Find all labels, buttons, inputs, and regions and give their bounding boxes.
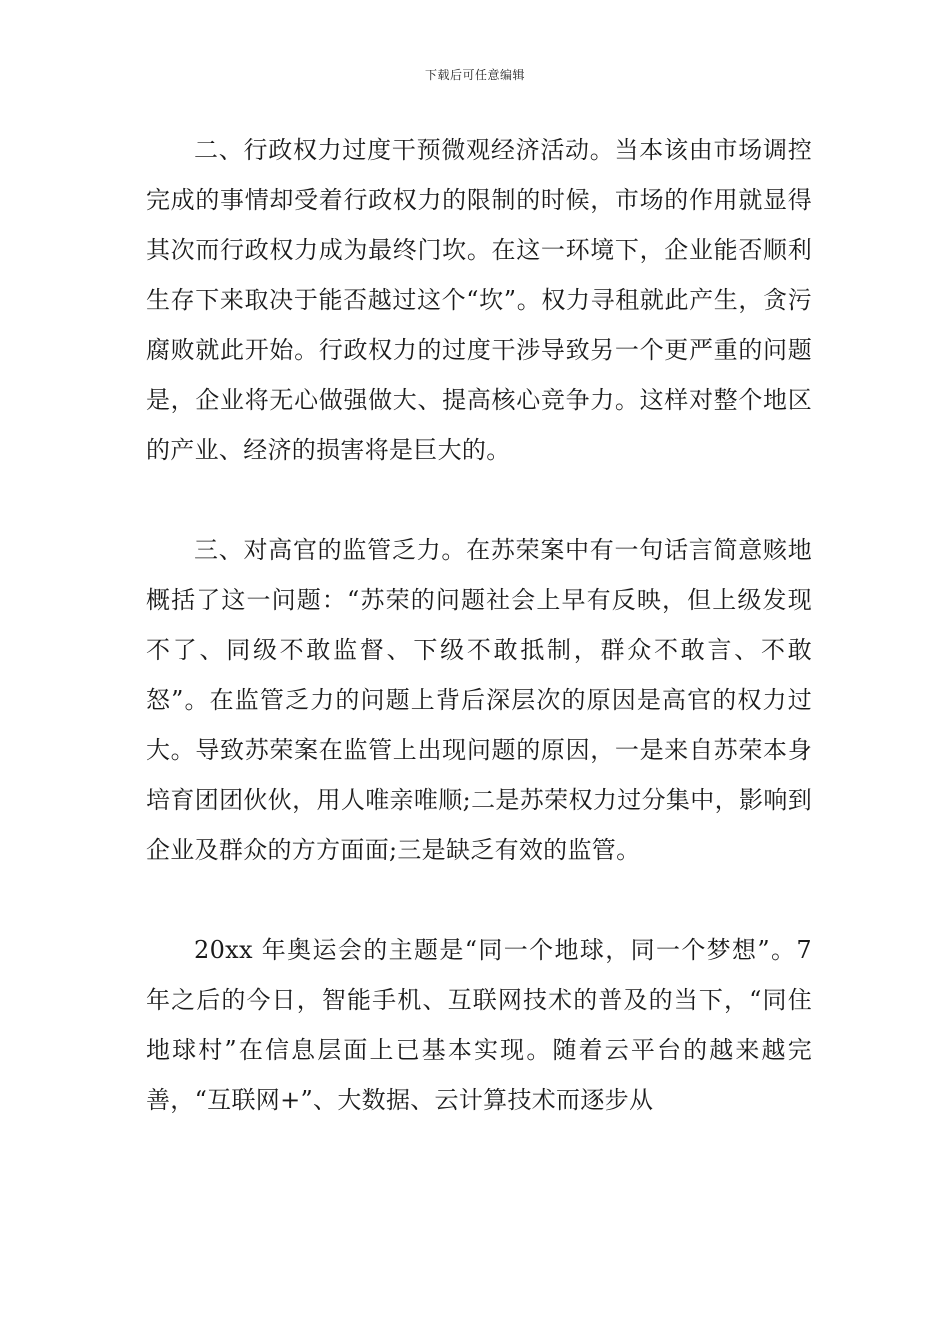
header-note: 下载后可任意编辑 xyxy=(424,68,525,82)
document-body xyxy=(146,125,812,1125)
paragraph-supervision: 三、对高官的监管乏力。在苏荣案中有一句话言简意赅地概括了这一问题：“苏荣的问题社会上早有反映，但上级发现不了、同级不敢监督、下级不敢抵制，群众不敢言、不敢怒”。在监管乏力的问题上背后深层次的原因是高官的权力过大。导致苏荣案在监管上出现问题的原因，一是来自苏荣本身培育团团伙伙，用人唯亲唯顺;二是苏荣权力过分集中，影响到企业及群众的方方面面;三是缺乏有效的监管。 xyxy=(146,536,812,864)
paragraph-administrative-power: 二、行政权力过度干预微观经济活动。当本该由市场调控完成的事情却受着行政权力的限制的时候，市场的作用就显得其次而行政权力成为最终门坎。在这一环境下，企业能否顺利生存下来取决于能否越过这个“坎”。权力寻租就此产生，贪污腐败就此开始。行政权力的过度干涉导致另一个更严重的问题是，企业将无心做强做大、提高核心竞争力。这样对整个地区的产业、经济的损害将是巨大的。 xyxy=(146,136,812,464)
paragraph-olympics-internet: 20xx 年奥运会的主题是“同一个地球，同一个梦想”。7 年之后的今日，智能手机、互联网技术的普及的当下，“同住地球村”在信息层面上已基本实现。随着云平台的越来越完善，“互联网+”、大数据、云计算技术而逐步从 xyxy=(146,936,812,1114)
